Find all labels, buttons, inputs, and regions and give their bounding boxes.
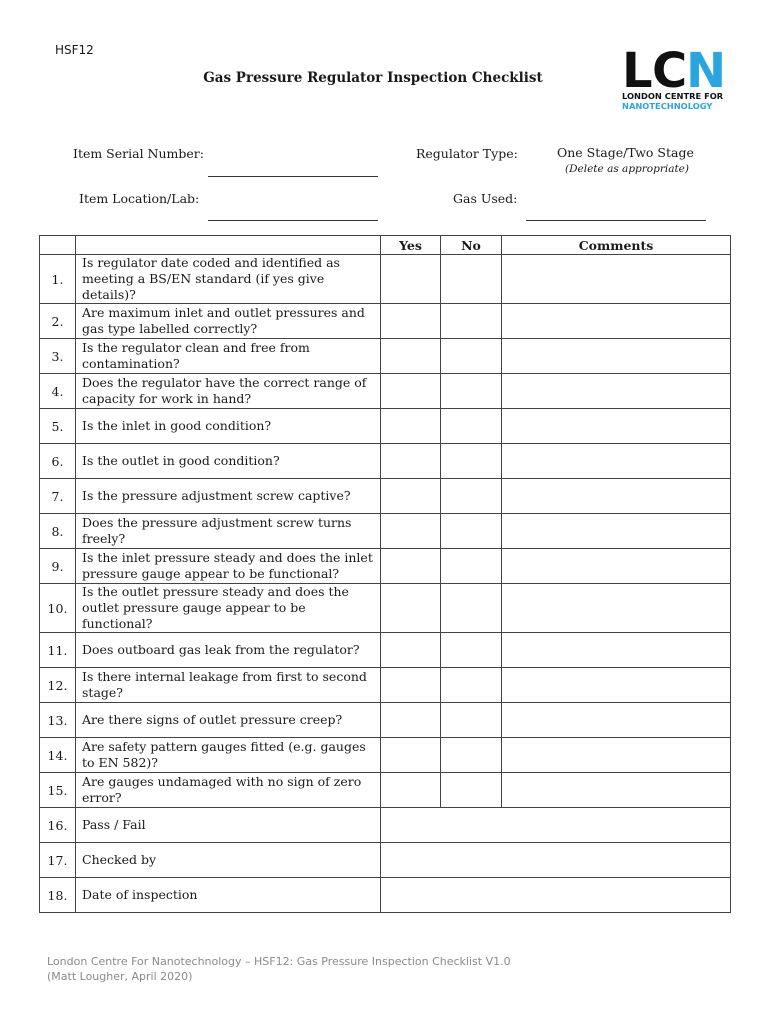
comments-cell[interactable] xyxy=(502,444,731,479)
yes-cell[interactable] xyxy=(381,444,441,479)
row-question: Is regulator date coded and identified as meeting a BS/EN standard (if yes give details)? xyxy=(76,255,381,304)
row-question: Are there signs of outlet pressure creep? xyxy=(76,703,381,738)
row-number: 16. xyxy=(40,808,76,843)
comments-cell[interactable] xyxy=(502,773,731,808)
table-row xyxy=(40,374,731,409)
no-cell[interactable] xyxy=(441,584,502,633)
page-footer xyxy=(47,954,511,984)
row-question: Does the pressure adjustment screw turns freely? xyxy=(76,514,381,549)
serial-number-field[interactable] xyxy=(208,176,378,177)
no-cell[interactable] xyxy=(441,304,502,339)
page-title: Gas Pressure Regulator Inspection Checklist xyxy=(203,70,543,86)
no-cell[interactable] xyxy=(441,668,502,703)
table-row xyxy=(40,514,731,549)
row-question: Pass / Fail xyxy=(76,808,381,843)
serial-number-label: Item Serial Number: xyxy=(73,146,204,161)
row-number: 2. xyxy=(40,304,76,339)
table-row xyxy=(40,773,731,808)
row-question: Are gauges undamaged with no sign of zero error? xyxy=(76,773,381,808)
regulator-type-note: (Delete as appropriate) xyxy=(565,163,689,175)
table-row xyxy=(40,703,731,738)
no-cell[interactable] xyxy=(441,514,502,549)
header-yes: Yes xyxy=(381,236,441,255)
logo-letter-l: L xyxy=(622,43,653,99)
row-number: 7. xyxy=(40,479,76,514)
no-cell[interactable] xyxy=(441,549,502,584)
comments-cell[interactable] xyxy=(502,703,731,738)
yes-cell[interactable] xyxy=(381,514,441,549)
table-row xyxy=(40,633,731,668)
row-number: 12. xyxy=(40,668,76,703)
comments-cell[interactable] xyxy=(502,633,731,668)
row-question: Are maximum inlet and outlet pressures and gas type labelled correctly? xyxy=(76,304,381,339)
footer-line-2: (Matt Lougher, April 2020) xyxy=(47,970,193,983)
yes-cell[interactable] xyxy=(381,668,441,703)
document-code: HSF12 xyxy=(55,43,94,57)
yes-cell[interactable] xyxy=(381,255,441,304)
table-row xyxy=(40,255,731,304)
table-row xyxy=(40,339,731,374)
no-cell[interactable] xyxy=(441,773,502,808)
table-header-row xyxy=(40,236,731,255)
yes-cell[interactable] xyxy=(381,633,441,668)
header-comments: Comments xyxy=(502,236,731,255)
gas-used-label: Gas Used: xyxy=(453,191,518,206)
no-cell[interactable] xyxy=(441,255,502,304)
row-number: 15. xyxy=(40,773,76,808)
comments-cell[interactable] xyxy=(502,374,731,409)
comments-cell[interactable] xyxy=(502,668,731,703)
regulator-type-value[interactable]: One Stage/Two Stage xyxy=(557,145,694,160)
no-cell[interactable] xyxy=(441,479,502,514)
comments-cell[interactable] xyxy=(502,584,731,633)
row-question: Does outboard gas leak from the regulator? xyxy=(76,633,381,668)
comments-cell[interactable] xyxy=(502,479,731,514)
regulator-type-label: Regulator Type: xyxy=(416,146,518,161)
no-cell[interactable] xyxy=(441,738,502,773)
row-question: Is the regulator clean and free from contamination? xyxy=(76,339,381,374)
row-number: 9. xyxy=(40,549,76,584)
row-number: 3. xyxy=(40,339,76,374)
header-no: No xyxy=(441,236,502,255)
row-question: Is the pressure adjustment screw captive? xyxy=(76,479,381,514)
comments-cell[interactable] xyxy=(502,409,731,444)
inspection-checklist-table xyxy=(39,235,731,913)
row-question: Is the inlet in good condition? xyxy=(76,409,381,444)
no-cell[interactable] xyxy=(441,409,502,444)
yes-cell[interactable] xyxy=(381,479,441,514)
yes-cell[interactable] xyxy=(381,703,441,738)
row-question: Is the outlet pressure steady and does the outlet pressure gauge appear to be functional? xyxy=(76,584,381,633)
location-field[interactable] xyxy=(208,220,378,221)
table-row xyxy=(40,304,731,339)
header-number xyxy=(40,236,76,255)
yes-cell[interactable] xyxy=(381,738,441,773)
table-row xyxy=(40,549,731,584)
yes-cell[interactable] xyxy=(381,549,441,584)
comments-cell[interactable] xyxy=(502,304,731,339)
logo-letter-n: N xyxy=(686,43,727,99)
row-number: 18. xyxy=(40,878,76,913)
row-number: 13. xyxy=(40,703,76,738)
yes-cell[interactable] xyxy=(381,304,441,339)
checklist-rows xyxy=(40,255,731,913)
table-row xyxy=(40,668,731,703)
row-number: 4. xyxy=(40,374,76,409)
row-question: Checked by xyxy=(76,843,381,878)
row-question: Is the inlet pressure steady and does the inlet pressure gauge appear to be functional? xyxy=(76,549,381,584)
no-cell[interactable] xyxy=(441,444,502,479)
comments-cell[interactable] xyxy=(502,738,731,773)
logo-line-1: LONDON CENTRE FOR xyxy=(622,91,724,101)
no-cell[interactable] xyxy=(441,339,502,374)
table-row xyxy=(40,479,731,514)
table-footer-row xyxy=(40,808,731,843)
row-number: 6. xyxy=(40,444,76,479)
no-cell[interactable] xyxy=(441,374,502,409)
comments-cell[interactable] xyxy=(502,339,731,374)
table-row xyxy=(40,409,731,444)
footer-line-1: London Centre For Nanotechnology – HSF12: Gas Pressure Inspection Checklist V1.0 xyxy=(47,955,511,968)
row-number: 5. xyxy=(40,409,76,444)
row-number: 1. xyxy=(40,255,76,304)
answer-cell[interactable] xyxy=(381,878,731,913)
row-number: 17. xyxy=(40,843,76,878)
yes-cell[interactable] xyxy=(381,773,441,808)
comments-cell[interactable] xyxy=(502,255,731,304)
no-cell[interactable] xyxy=(441,703,502,738)
table-row xyxy=(40,584,731,633)
table-footer-row xyxy=(40,843,731,878)
row-number: 10. xyxy=(40,584,76,633)
row-question: Are safety pattern gauges fitted (e.g. gauges to EN 582)? xyxy=(76,738,381,773)
no-cell[interactable] xyxy=(441,633,502,668)
logo-line-2: NANOTECHNOLOGY xyxy=(622,101,713,111)
row-number: 11. xyxy=(40,633,76,668)
row-question: Date of inspection xyxy=(76,878,381,913)
yes-cell[interactable] xyxy=(381,409,441,444)
gas-used-field[interactable] xyxy=(526,220,706,221)
comments-cell[interactable] xyxy=(502,549,731,584)
table-row xyxy=(40,444,731,479)
answer-cell[interactable] xyxy=(381,808,731,843)
row-number: 14. xyxy=(40,738,76,773)
row-question: Is the outlet in good condition? xyxy=(76,444,381,479)
table-row xyxy=(40,738,731,773)
location-label: Item Location/Lab: xyxy=(79,191,200,206)
lcn-logo xyxy=(622,43,727,111)
yes-cell[interactable] xyxy=(381,339,441,374)
header-question xyxy=(76,236,381,255)
row-number: 8. xyxy=(40,514,76,549)
answer-cell[interactable] xyxy=(381,843,731,878)
comments-cell[interactable] xyxy=(502,514,731,549)
table-footer-row xyxy=(40,878,731,913)
row-question: Does the regulator have the correct range of capacity for work in hand? xyxy=(76,374,381,409)
row-question: Is there internal leakage from first to second stage? xyxy=(76,668,381,703)
yes-cell[interactable] xyxy=(381,374,441,409)
logo-letter-c: C xyxy=(652,43,688,99)
yes-cell[interactable] xyxy=(381,584,441,633)
